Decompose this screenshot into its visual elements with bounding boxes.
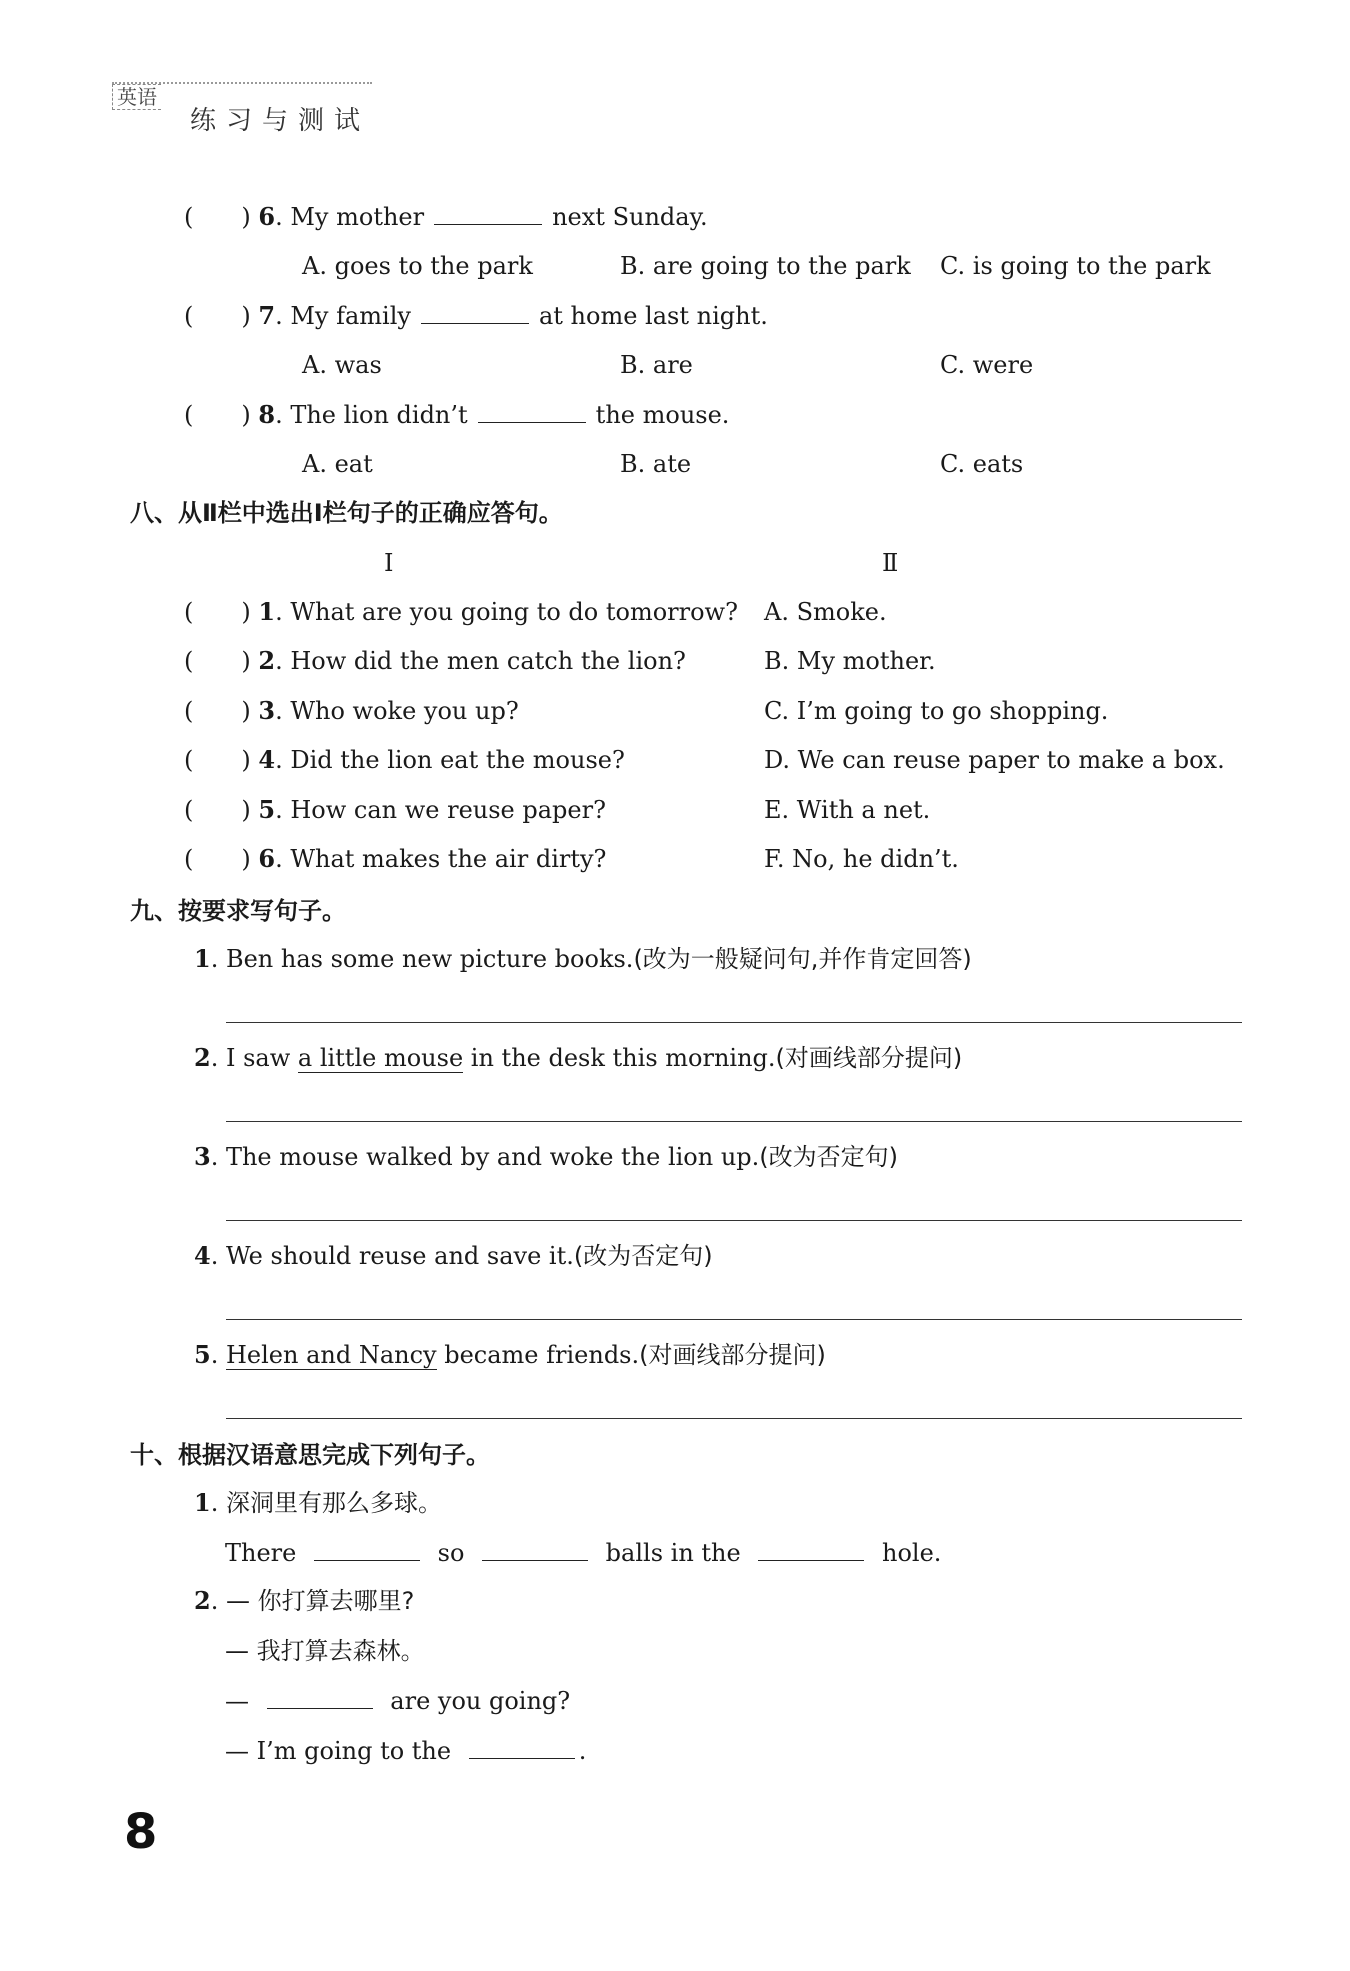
- answer-bracket[interactable]: ( ): [184, 746, 251, 775]
- question-stem-before: My mother: [290, 203, 425, 231]
- match-question-5: ( ) 5. How can we reuse paper?: [184, 794, 606, 824]
- s10-q2-en2-before: — I’m going to the: [225, 1737, 452, 1765]
- item-instruction: (改为否定句): [759, 1143, 899, 1171]
- option-a[interactable]: A. eat: [302, 450, 373, 478]
- option-b[interactable]: B. are going to the park: [620, 252, 911, 280]
- s10-q1-blank3[interactable]: [758, 1538, 864, 1561]
- match-answer: F. No, he didn’t.: [764, 845, 959, 873]
- s10-q1-word1: There: [225, 1539, 297, 1567]
- column-1-label: Ⅰ: [384, 549, 394, 577]
- item-text-after: became friends.: [436, 1341, 640, 1369]
- answer-bracket[interactable]: ( ): [184, 795, 251, 824]
- match-question-6: ( ) 6. What makes the air dirty?: [184, 844, 607, 873]
- question-number: 1: [258, 597, 276, 626]
- match-question-1: ( ) 1. What are you going to do tomorrow?: [184, 597, 738, 626]
- question-stem-after: next Sunday.: [552, 203, 708, 231]
- item-underlined-text: a little mouse: [297, 1044, 464, 1072]
- s10-q2-en1-after: are you going?: [390, 1687, 571, 1715]
- s10-q1-word3: balls in the: [605, 1539, 741, 1567]
- s10-q1-word2: so: [437, 1539, 465, 1567]
- question-number: 8: [258, 400, 276, 429]
- item-instruction: (改为否定句): [573, 1242, 713, 1270]
- s10-q2-en-line1: [225, 1686, 570, 1716]
- item-text-before: We should reuse and save it.: [225, 1242, 574, 1270]
- question-number: 7: [258, 301, 276, 330]
- rewrite-item-4: 4. We should reuse and save it.(改为否定句): [194, 1241, 713, 1270]
- answer-line[interactable]: [226, 1022, 1242, 1023]
- page-number: 8: [124, 1804, 158, 1860]
- s10-q2-chinese-2: — 我打算去森林。: [225, 1637, 425, 1665]
- item-text-before: I saw: [225, 1044, 298, 1072]
- s10-q1-blank2[interactable]: [482, 1538, 588, 1561]
- answer-line[interactable]: [226, 1418, 1242, 1419]
- section-8-heading: 八、从Ⅱ栏中选出Ⅰ栏句子的正确应答句。: [130, 499, 563, 527]
- section-10-heading: 十、根据汉语意思完成下列句子。: [130, 1441, 490, 1469]
- s10-q2-chinese-1: — 你打算去哪里?: [225, 1587, 415, 1615]
- rewrite-item-3: 3. The mouse walked by and woke the lion up.(改为否定句): [194, 1142, 899, 1171]
- item-text-after: in the desk this morning.: [463, 1044, 776, 1072]
- option-b[interactable]: B. are: [620, 351, 693, 379]
- question-blank[interactable]: [478, 400, 586, 423]
- item-instruction: (对画线部分提问): [639, 1341, 826, 1369]
- question-stem-before: The lion didn’t: [290, 401, 468, 429]
- match-answer: C. I’m going to go shopping.: [764, 696, 1109, 725]
- item-number: 1: [194, 944, 211, 973]
- s10-q1-word4: hole.: [882, 1539, 942, 1567]
- question-blank[interactable]: [434, 202, 542, 225]
- item-text-before: Ben has some new picture books.: [225, 945, 634, 973]
- item-number: 4: [194, 1241, 211, 1270]
- option-a[interactable]: A. goes to the park: [302, 252, 533, 280]
- s10-q2-en-line2: [225, 1736, 586, 1766]
- question-text: How did the men catch the lion?: [290, 647, 686, 676]
- match-question-4: ( ) 4. Did the lion eat the mouse?: [184, 745, 625, 775]
- question-text: How can we reuse paper?: [290, 795, 606, 824]
- question-number: 3: [258, 695, 276, 725]
- match-answer: A. Smoke.: [764, 598, 887, 626]
- question-number: 4: [258, 745, 276, 775]
- match-answer: D. We can reuse paper to make a box.: [764, 746, 1225, 775]
- s10-q2-cn-line1: 2. — 你打算去哪里?: [194, 1586, 415, 1615]
- item-underlined-text: Helen and Nancy: [225, 1341, 437, 1369]
- item-instruction: (改为一般疑问句,并作肯定回答): [633, 945, 972, 973]
- item-number: 5: [194, 1340, 211, 1369]
- answer-line[interactable]: [226, 1121, 1242, 1122]
- s10-q2-dash: —: [225, 1687, 249, 1715]
- rewrite-item-5: 5. Helen and Nancy became friends.(对画线部分提问): [194, 1340, 826, 1369]
- question-number: 2: [258, 646, 276, 676]
- question-number: 6: [258, 202, 276, 231]
- answer-line[interactable]: [226, 1319, 1242, 1320]
- item-number: 2: [194, 1043, 211, 1072]
- column-2-label: Ⅱ: [882, 549, 899, 577]
- s10-q1-chinese: 深洞里有那么多球。: [225, 1489, 442, 1517]
- item-number: 3: [194, 1142, 211, 1171]
- question-text: What makes the air dirty?: [290, 845, 607, 873]
- item-text-before: The mouse walked by and woke the lion up.: [225, 1143, 760, 1171]
- question-number: 5: [258, 794, 276, 824]
- mc-question-7: ( ) 7. My family at home last night.: [184, 301, 768, 330]
- match-answer: E. With a net.: [764, 795, 931, 824]
- question-text: What are you going to do tomorrow?: [290, 598, 738, 626]
- answer-bracket[interactable]: ( ): [184, 647, 251, 676]
- answer-bracket[interactable]: ( ): [184, 696, 251, 725]
- question-text: Who woke you up?: [290, 696, 519, 725]
- rewrite-item-2: 2. I saw a little mouse in the desk this morning.(对画线部分提问): [194, 1043, 963, 1072]
- match-question-3: ( ) 3. Who woke you up?: [184, 695, 519, 725]
- header-title: 练习与测试: [190, 106, 371, 136]
- answer-bracket[interactable]: ( ): [184, 401, 251, 429]
- match-answer: B. My mother.: [764, 647, 936, 676]
- answer-bracket[interactable]: ( ): [184, 302, 251, 330]
- question-text: Did the lion eat the mouse?: [290, 746, 625, 775]
- question-stem-after: the mouse.: [595, 401, 730, 429]
- section-9-heading: 九、按要求写句子。: [130, 897, 346, 925]
- s10-q1-blank1[interactable]: [314, 1538, 420, 1561]
- s10-q1-chinese-line: 1. 深洞里有那么多球。: [194, 1488, 442, 1517]
- s10-q2-blank1[interactable]: [267, 1686, 373, 1709]
- answer-bracket[interactable]: ( ): [184, 598, 251, 626]
- mc-question-6: ( ) 6. My mother next Sunday.: [184, 202, 708, 231]
- question-number: 6: [258, 844, 276, 873]
- s10-q2-blank2[interactable]: [469, 1736, 575, 1759]
- option-c[interactable]: C. were: [940, 351, 1034, 379]
- s10-q2-number: 2: [194, 1586, 211, 1615]
- match-question-2: ( ) 2. How did the men catch the lion?: [184, 646, 686, 676]
- answer-line[interactable]: [226, 1220, 1242, 1221]
- rewrite-item-1: 1. Ben has some new picture books.(改为一般疑问句,并作肯定回答): [194, 944, 972, 973]
- option-b[interactable]: B. ate: [620, 450, 692, 478]
- question-stem-after: at home last night.: [538, 302, 768, 330]
- answer-bracket[interactable]: ( ): [184, 203, 251, 231]
- option-c[interactable]: C. is going to the park: [940, 252, 1211, 280]
- mc-question-8: ( ) 8. The lion didn’t the mouse.: [184, 400, 730, 429]
- header-subject: 英语: [112, 84, 161, 110]
- option-c[interactable]: C. eats: [940, 450, 1024, 478]
- option-a[interactable]: A. was: [302, 351, 382, 379]
- question-blank[interactable]: [421, 301, 529, 324]
- question-stem-before: My family: [290, 302, 411, 330]
- item-instruction: (对画线部分提问): [775, 1044, 963, 1072]
- s10-q1-number: 1: [194, 1488, 211, 1517]
- s10-q2-en2-after: .: [578, 1737, 587, 1765]
- answer-bracket[interactable]: ( ): [184, 845, 251, 873]
- s10-q1-english-line: [225, 1538, 941, 1568]
